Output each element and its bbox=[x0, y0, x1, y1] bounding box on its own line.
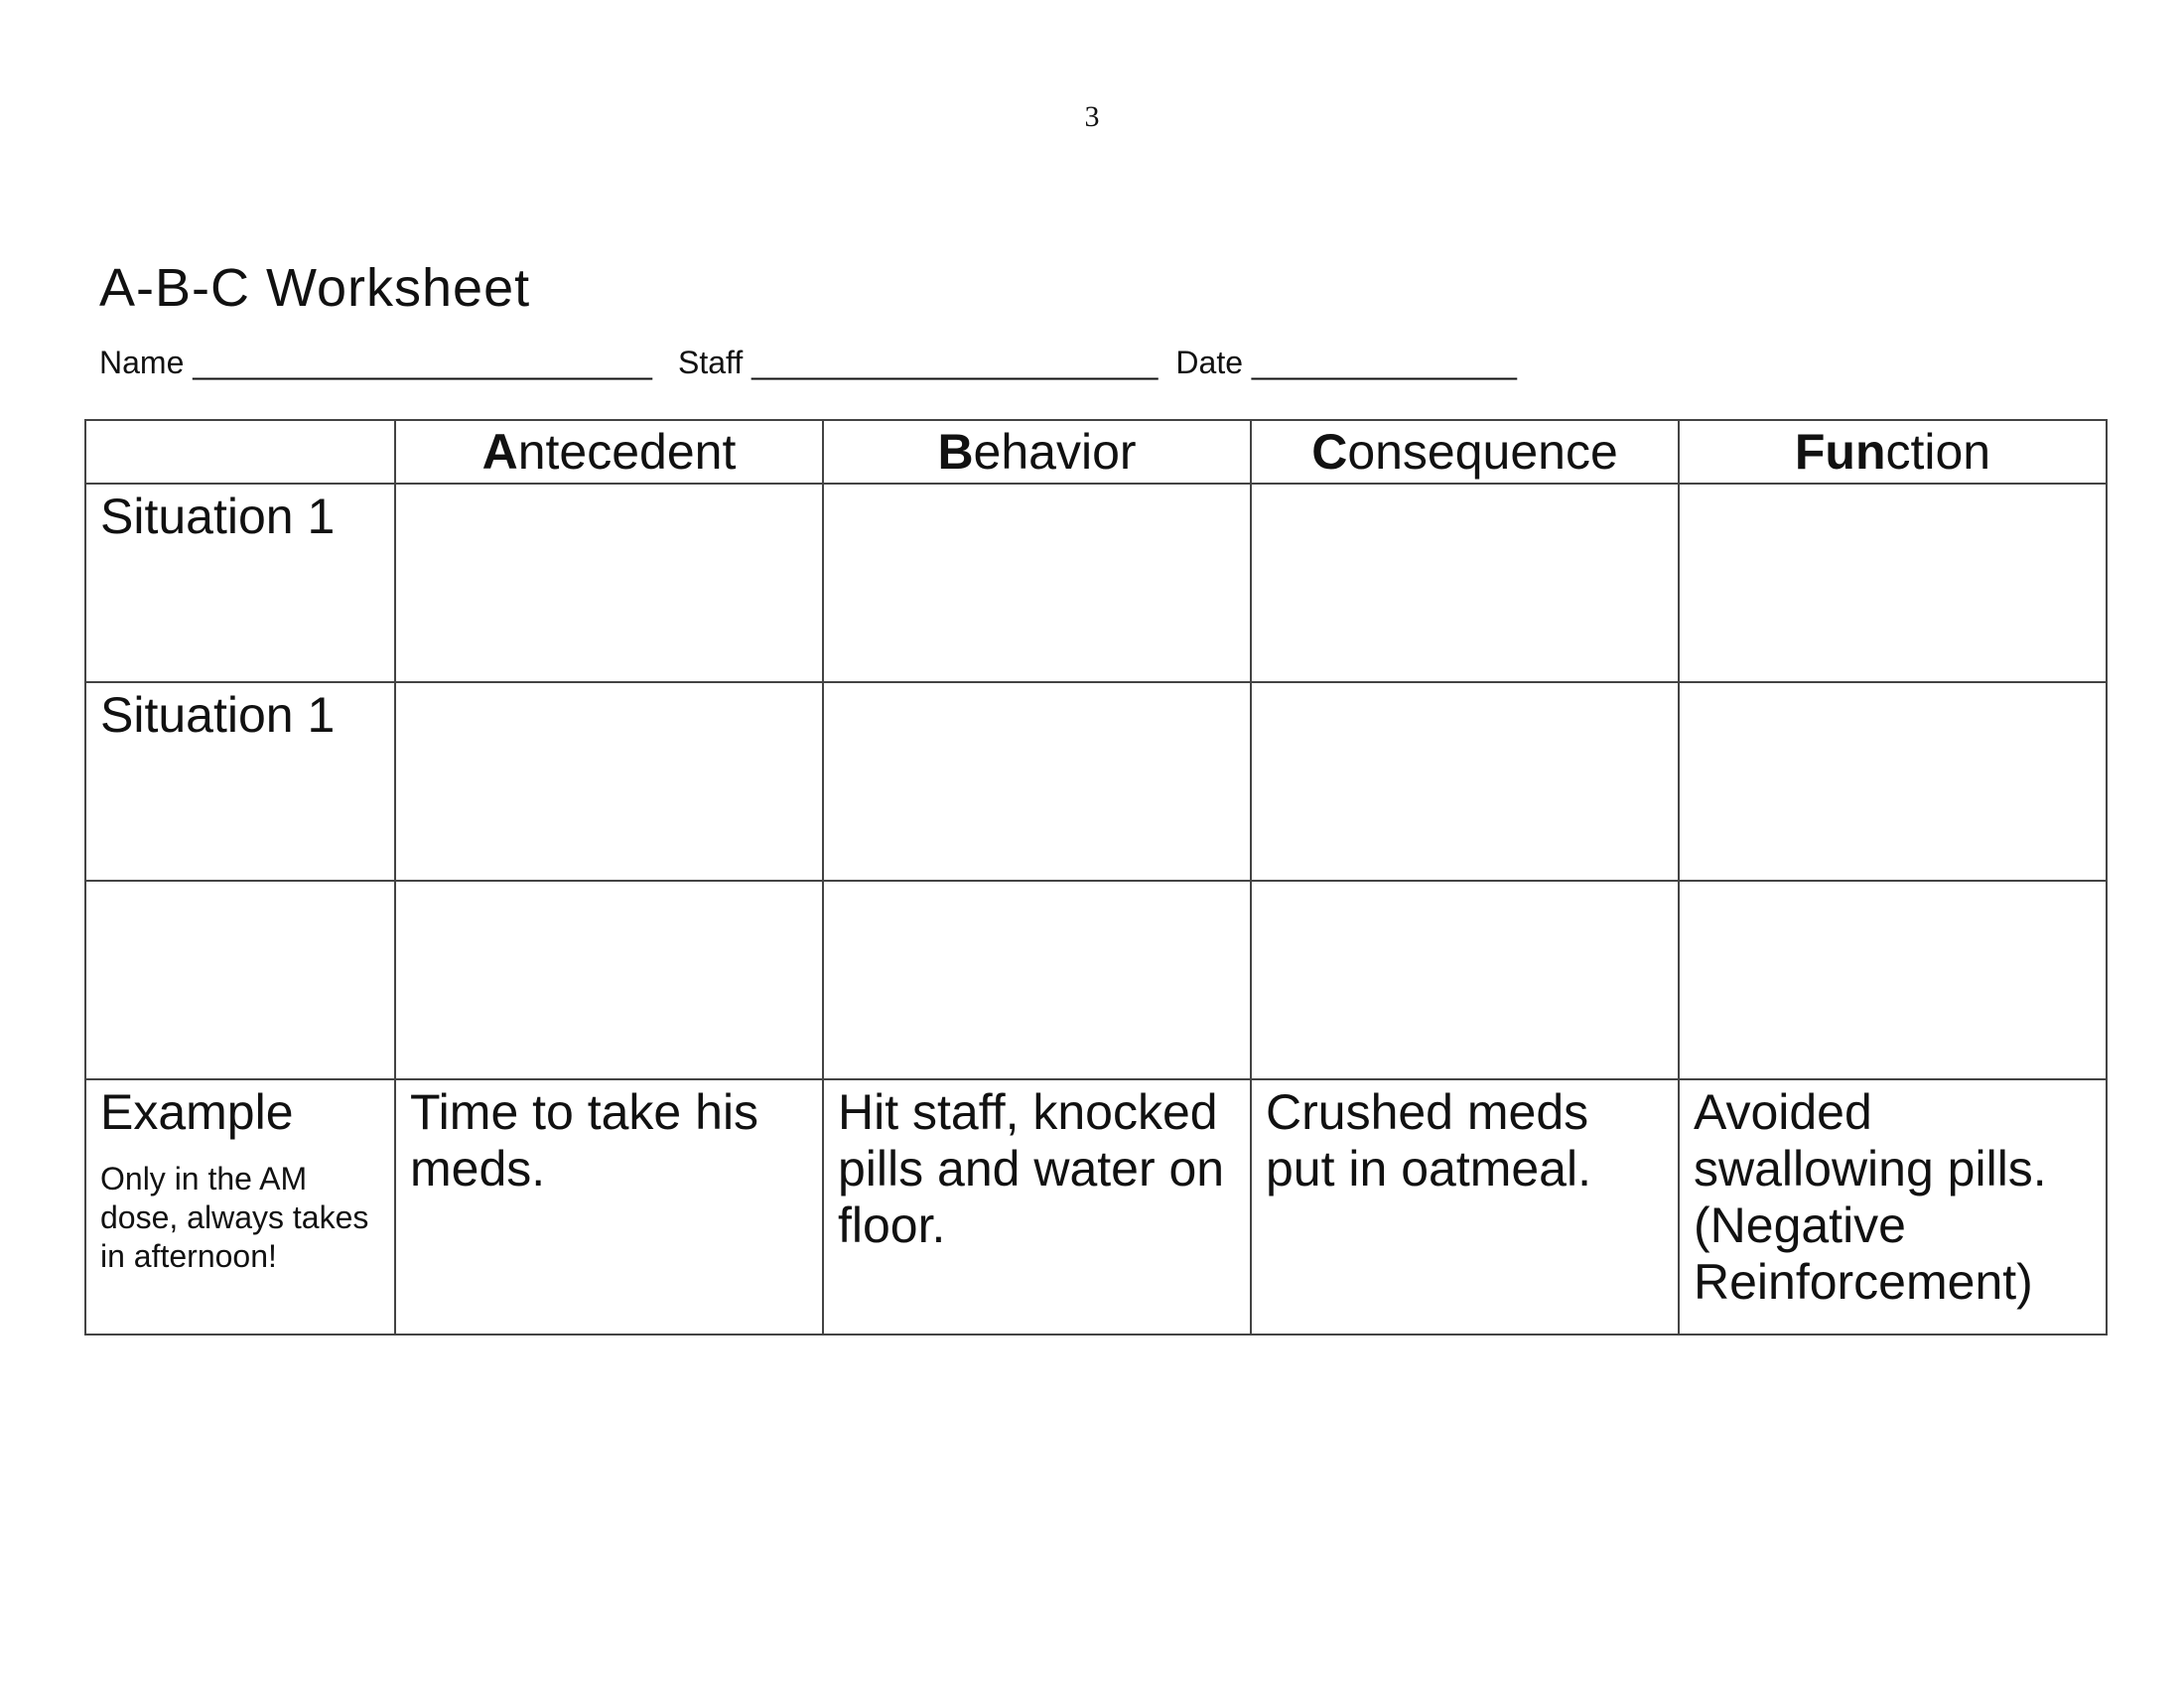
example-label: Example bbox=[100, 1084, 294, 1140]
function-cell[interactable] bbox=[1679, 682, 2107, 881]
header-cell-empty bbox=[85, 420, 395, 484]
name-field[interactable] bbox=[99, 343, 652, 382]
example-behavior-cell bbox=[823, 1079, 1251, 1335]
header-antecedent-rest: ntecedent bbox=[517, 424, 737, 480]
row-label-cell[interactable] bbox=[85, 881, 395, 1079]
header-consequence bbox=[1251, 420, 1679, 484]
header-antecedent bbox=[395, 420, 823, 484]
example-label-cell bbox=[85, 1079, 395, 1335]
row-label-cell bbox=[85, 484, 395, 682]
consequence-cell[interactable] bbox=[1251, 484, 1679, 682]
header-function bbox=[1679, 420, 2107, 484]
date-field[interactable] bbox=[1175, 343, 1516, 382]
function-cell[interactable] bbox=[1679, 484, 2107, 682]
name-label: Name bbox=[99, 345, 185, 380]
abc-worksheet-table bbox=[84, 419, 2108, 1336]
table-row bbox=[85, 682, 2107, 881]
row-label-cell bbox=[85, 682, 395, 881]
date-blank[interactable]: _______________ bbox=[1243, 345, 1517, 380]
staff-blank[interactable]: _______________________ bbox=[743, 345, 1159, 380]
table-header-row bbox=[85, 420, 2107, 484]
consequence-cell[interactable] bbox=[1251, 682, 1679, 881]
header-consequence-rest: onsequence bbox=[1347, 424, 1618, 480]
name-blank[interactable]: __________________________ bbox=[184, 345, 652, 380]
row-label: Situation 1 bbox=[100, 687, 336, 743]
header-function-bold: Fun bbox=[1794, 424, 1886, 480]
row-label: Situation 1 bbox=[100, 489, 336, 544]
header-behavior-rest: ehavior bbox=[973, 424, 1137, 480]
header-function-rest: ction bbox=[1885, 424, 1991, 480]
antecedent-cell[interactable] bbox=[395, 484, 823, 682]
antecedent-cell[interactable] bbox=[395, 881, 823, 1079]
staff-field[interactable] bbox=[678, 343, 1158, 382]
behavior-cell[interactable] bbox=[823, 881, 1251, 1079]
antecedent-cell[interactable] bbox=[395, 682, 823, 881]
header-behavior-bold: B bbox=[937, 424, 974, 480]
consequence-cell[interactable] bbox=[1251, 881, 1679, 1079]
example-function-cell bbox=[1679, 1079, 2107, 1335]
example-row bbox=[85, 1079, 2107, 1335]
header-antecedent-bold: A bbox=[481, 424, 518, 480]
example-antecedent-cell bbox=[395, 1079, 823, 1335]
table-row bbox=[85, 484, 2107, 682]
behavior-cell[interactable] bbox=[823, 484, 1251, 682]
example-note: Only in the AM dose, always takes in afternoon! bbox=[100, 1161, 369, 1274]
table-row bbox=[85, 881, 2107, 1079]
example-consequence-text: Crushed meds put in oatmeal. bbox=[1266, 1084, 1591, 1196]
worksheet-title: A-B-C Worksheet bbox=[99, 258, 531, 318]
page-number: 3 bbox=[1084, 100, 1100, 133]
header-behavior bbox=[823, 420, 1251, 484]
example-consequence-cell bbox=[1251, 1079, 1679, 1335]
function-cell[interactable] bbox=[1679, 881, 2107, 1079]
behavior-cell[interactable] bbox=[823, 682, 1251, 881]
header-form-fields bbox=[99, 343, 1517, 382]
staff-label: Staff bbox=[677, 345, 744, 380]
example-antecedent-text: Time to take his meds. bbox=[410, 1084, 759, 1196]
header-consequence-bold: C bbox=[1311, 424, 1348, 480]
date-label: Date bbox=[1175, 345, 1244, 380]
row-label bbox=[100, 882, 380, 886]
example-behavior-text: Hit staff, knocked pills and water on floor. bbox=[838, 1084, 1225, 1253]
example-function-text: Avoided swallowing pills. (Negative Reinforcement) bbox=[1694, 1084, 2047, 1310]
